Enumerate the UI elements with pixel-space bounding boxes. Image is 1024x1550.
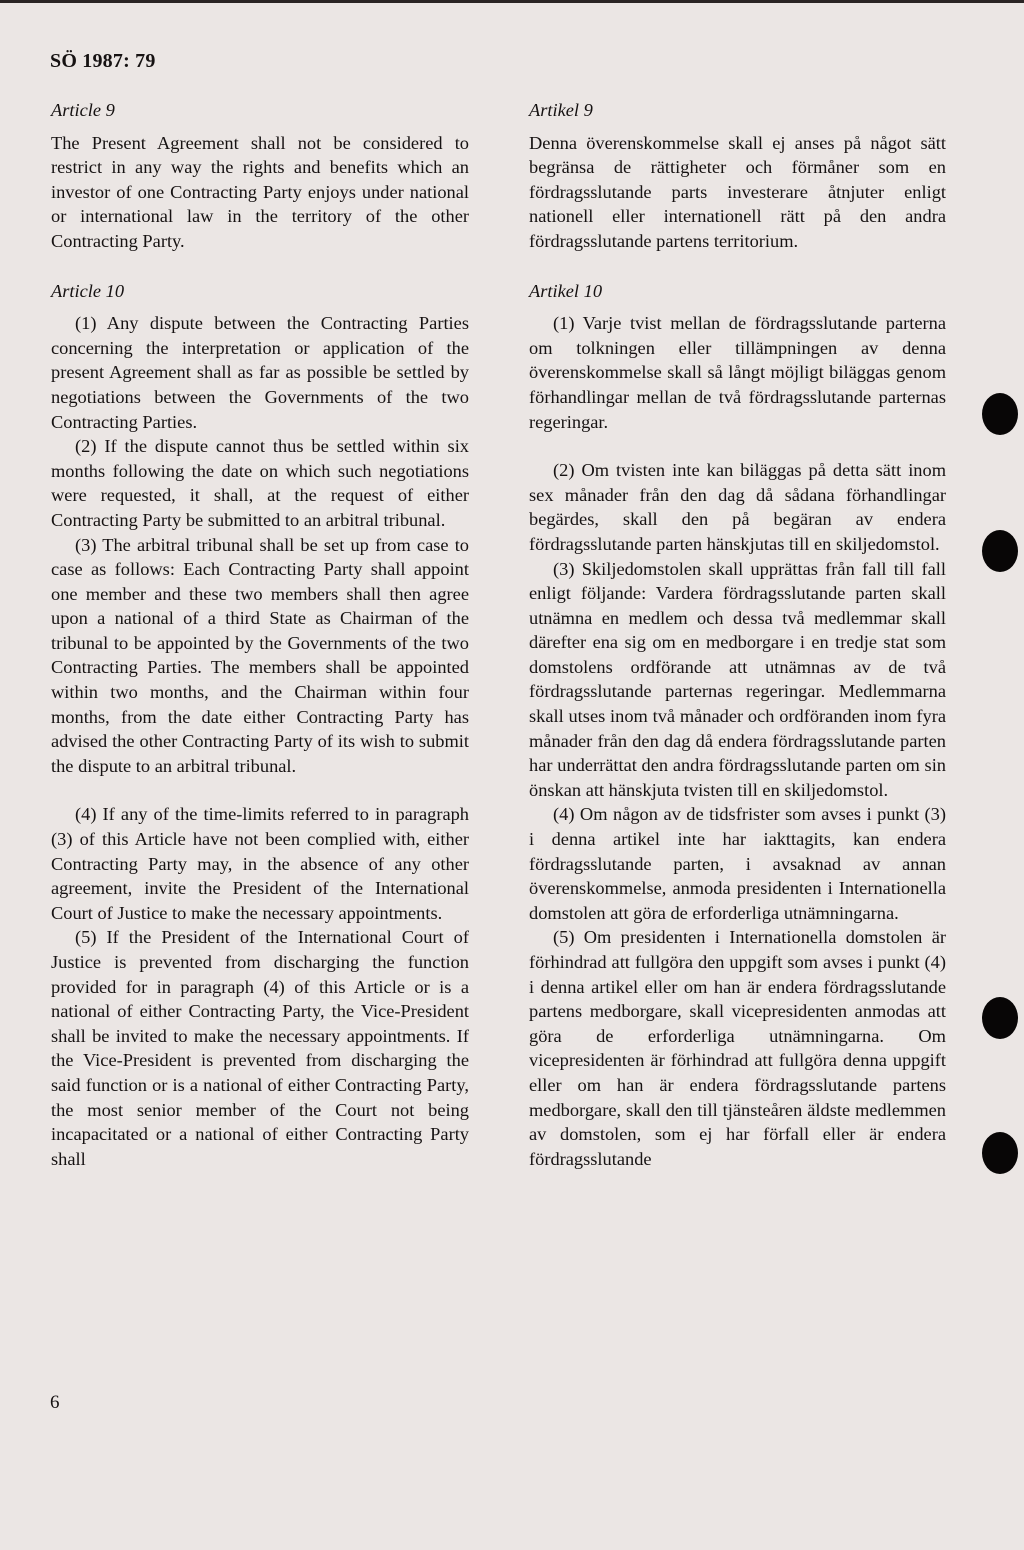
article-9-heading: Article 9 <box>51 100 115 120</box>
artikel-10-paragraph-3: (3) Skiljedomstolen skall upprättas från fall till fall enligt följande: Vardera fördragsslutande parten skall utnämna en medlem och dessa två medlemmar skall därefter ena sig om en medborgare i en tredje stat som domstolens ordförande att utnämnas av de två fördragsslutande parternas regeringar. Medlemmarna skall utses inom två månader och ordföranden inom fyra månader från den dag då endera fördragsslutande parten har underrättat den andra fördragsslutande parten om sin önskan att hänskjuta tvisten till en skiljedomstol. <box>529 558 946 800</box>
article-9-paragraph: The Present Agreement shall not be considered to restrict in any way the rights and benefits which an investor of one Contracting Party enjoys under national or international law in the territory of the other Contracting Party. <box>51 132 469 251</box>
spacer <box>529 434 946 458</box>
binding-hole-mark <box>982 1132 1018 1174</box>
artikel-10-paragraph-4: (4) Om någon av de tidsfrister som avses i punkt (3) i denna artikel inte har iakttagits, kan endera fördragsslutande parten, i avsaknad av annan överenskommelse, anmoda presidenten i Internationella domstolen att göra de erforderliga utnämningarna. <box>529 804 946 923</box>
swedish-column <box>529 98 946 1171</box>
spacer <box>529 254 946 279</box>
article-10-heading: Article 10 <box>51 280 125 301</box>
artikel-9-heading: Artikel 9 <box>529 100 593 120</box>
document-reference: SÖ 1987: 79 <box>50 50 156 72</box>
article-10-paragraph-5: (5) If the President of the International Court of Justice is prevented from discharging the function provided for in paragraph (4) of this Article or is a national of either Contracting Party, the Vice-President shall be invited to make the necessary appointments. If the Vice-President is prevented from discharging the said function or is a national of either Contracting Party, the most senior member of the Court not being incapacitated or a national of either Contracting Party shall <box>51 927 469 1169</box>
article-10-paragraph-1: (1) Any dispute between the Contracting Parties concerning the interpretation or application of the present Agreement shall as far as possible be settled by negotiations between the Governments of the two Contracting Parties. <box>51 313 469 432</box>
top-border-line <box>0 0 1024 3</box>
binding-hole-mark <box>982 530 1018 572</box>
binding-hole-mark <box>982 997 1018 1039</box>
artikel-10-paragraph-1: (1) Varje tvist mellan de fördragsslutande parterna om tolkningen eller tillämpningen av denna överenskommelse skall så långt möjligt biläggas genom förhandlingar mellan de två fördragsslutande parternas regeringar. <box>529 313 946 432</box>
article-10-paragraph-3: (3) The arbitral tribunal shall be set up from case to case as follows: Each Contracting Party shall appoint one member and these two members shall then agree upon a national of a third State as Chairman of the tribunal to be appointed by the Governments of the two Contracting Parties. The members shall be appointed within two months, and the Chairman within four months, from the date either Contracting Party has advised the other Contracting Party of its wish to submit the dispute to an arbitral tribunal. <box>51 534 469 776</box>
english-column <box>51 98 469 1171</box>
spacer <box>51 254 469 279</box>
page-number: 6 <box>50 1392 60 1413</box>
article-10-paragraph-2: (2) If the dispute cannot thus be settled within six months following the date on which such negotiations were requested, it shall, at the request of either Contracting Party be submitted to an arbitral tribunal. <box>51 436 469 530</box>
artikel-10-paragraph-5: (5) Om presidenten i Internationella domstolen är förhindrad att fullgöra den uppgift som avses i punkt (4) i denna artikel eller om han är endera fördragsslutande partens medborgare, skall vicepresidenten anmodas att göra de erforderliga utnämningarna. Om vicepresidenten är förhindrad att fullgöra denna uppgift eller om han är endera fördragsslutande partens medborgare, skall den till tjänsteåren äldste medlemmen av domstolen, som ej har förfall eller är endera fördragsslutande <box>529 927 946 1169</box>
artikel-10-heading: Artikel 10 <box>529 280 603 301</box>
binding-hole-mark <box>982 393 1018 435</box>
article-10-paragraph-4: (4) If any of the time-limits referred to in paragraph (3) of this Article have not been complied with, either Contracting Party may, in the absence of any other agreement, invite the President of the International Court of Justice to make the necessary appointments. <box>51 804 469 923</box>
artikel-10-paragraph-2: (2) Om tvisten inte kan biläggas på detta sätt inom sex månader från den dag då sådana förhandlingar begärdes, skall den på begäran av endera fördragsslutande parten hänskjutas till en skiljedomstol. <box>529 460 946 554</box>
spacer <box>51 778 469 802</box>
artikel-9-paragraph: Denna överenskommelse skall ej anses på något sätt begränsa de rättigheter och förmåner som en fördragsslutande parts investerare åtnjuter enligt nationell eller internationell rätt på den andra fördragsslutande partens territorium. <box>529 132 946 251</box>
